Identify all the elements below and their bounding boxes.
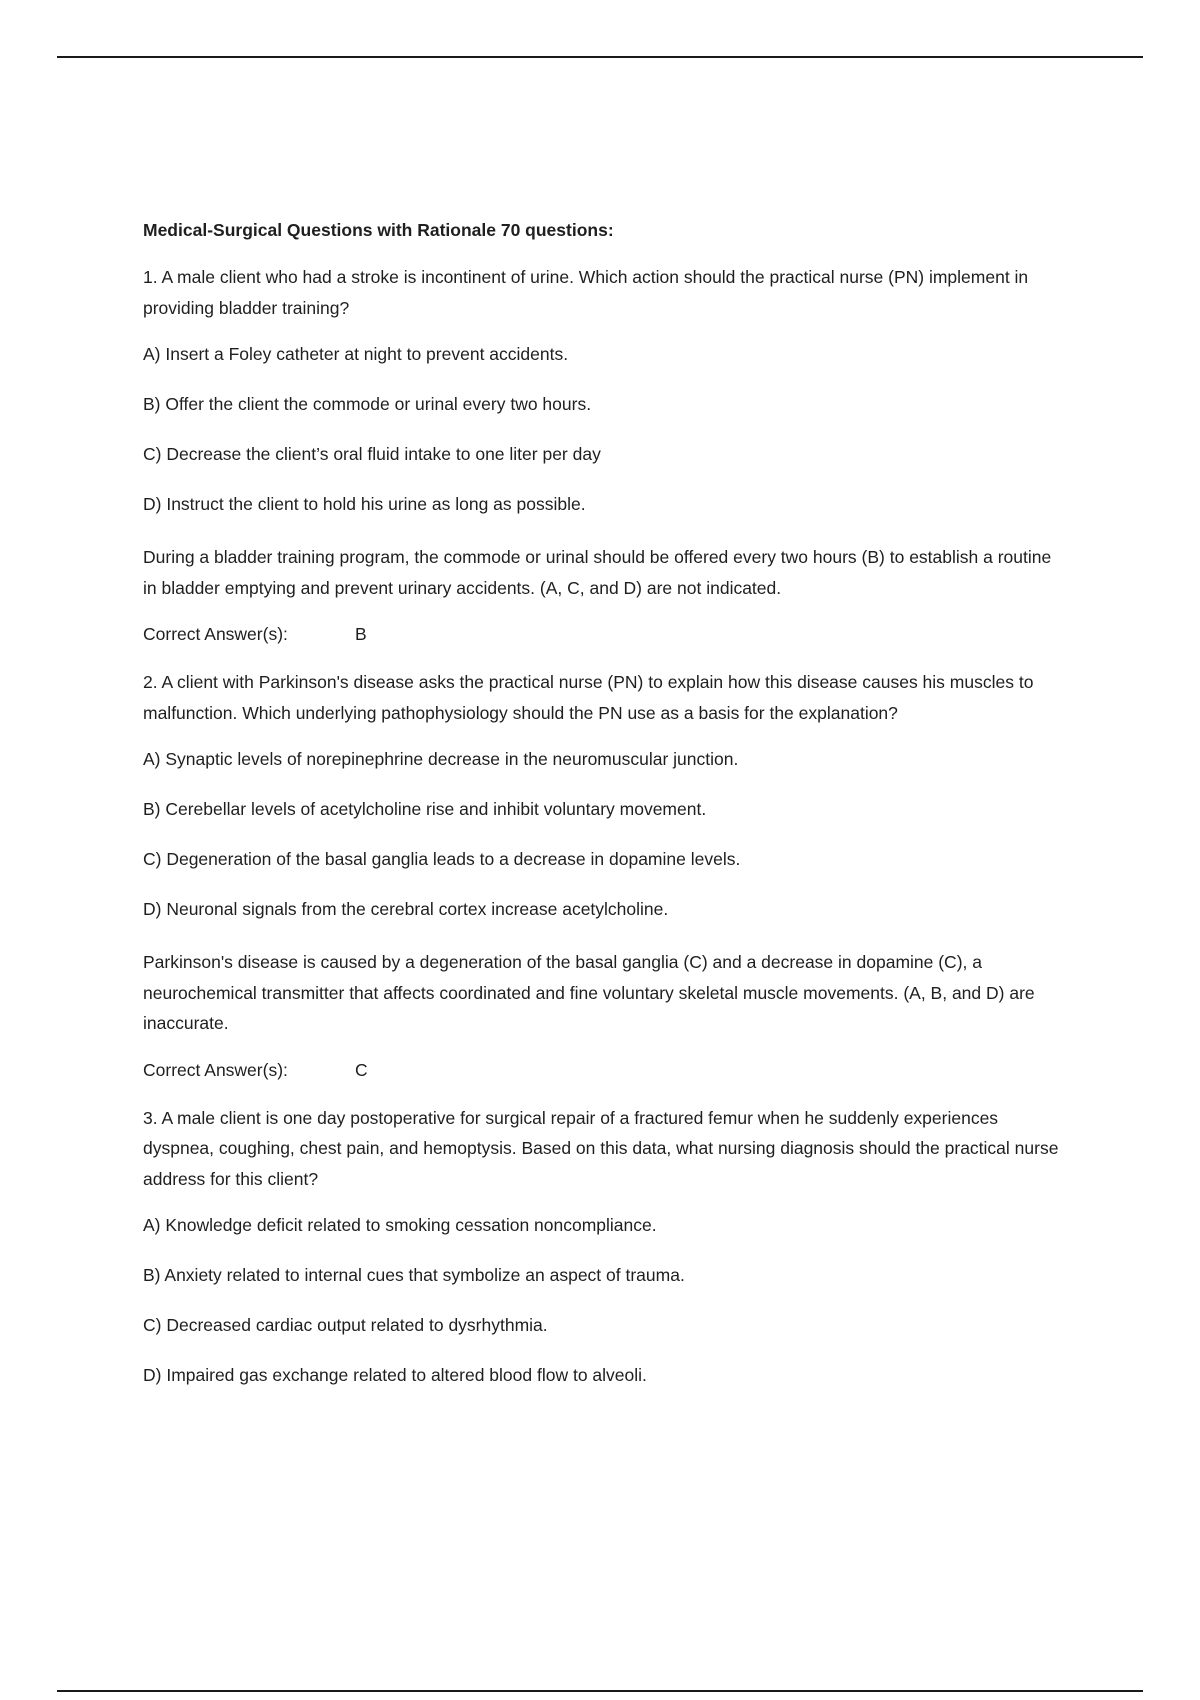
rationale: Parkinson's disease is caused by a degeneration of the basal ganglia (C) and a decrease in dopamine (C), a neurochemical transmitter that affects coordinated and fine voluntary skeletal muscle movements. (A, B, and D) are inaccurate. — [143, 952, 1035, 1033]
correct-answer-label: Correct Answer(s): — [143, 1059, 288, 1080]
option-b: B) Cerebellar levels of acetylcholine rise and inhibit voluntary movement. — [143, 799, 707, 819]
option-d: D) Impaired gas exchange related to altered blood flow to alveoli. — [143, 1365, 647, 1385]
option-a: A) Knowledge deficit related to smoking cessation noncompliance. — [143, 1215, 657, 1235]
option-a: A) Insert a Foley catheter at night to prevent accidents. — [143, 344, 569, 364]
document-title: Medical-Surgical Questions with Rationale 70 questions: — [143, 220, 614, 240]
option-d: D) Instruct the client to hold his urine as long as possible. — [143, 494, 586, 514]
rationale: During a bladder training program, the commode or urinal should be offered every two hours (B) to establish a routine in bladder emptying and prevent urinary accidents. (A, C, and D) are not indicated. — [143, 547, 1052, 598]
option-c: C) Decrease the client’s oral fluid intake to one liter per day — [143, 444, 601, 464]
correct-answer-row — [143, 622, 1063, 646]
correct-answer-value: C — [355, 1059, 368, 1080]
option-b: B) Anxiety related to internal cues that symbolize an aspect of trauma. — [143, 1265, 685, 1285]
option-d: D) Neuronal signals from the cerebral cortex increase acetylcholine. — [143, 899, 669, 919]
question-text: 2. A client with Parkinson's disease asks the practical nurse (PN) to explain how this disease causes his muscles to malfunction. Which underlying pathophysiology should the PN use as a basis for the explanation? — [143, 672, 1034, 723]
document-body — [143, 218, 1063, 1413]
question-2 — [143, 667, 1063, 1082]
option-a: A) Synaptic levels of norepinephrine decrease in the neuromuscular junction. — [143, 749, 739, 769]
option-c: C) Decreased cardiac output related to dysrhythmia. — [143, 1315, 548, 1335]
top-rule — [57, 56, 1143, 58]
option-b: B) Offer the client the commode or urinal every two hours. — [143, 394, 592, 414]
bottom-rule — [57, 1690, 1143, 1692]
question-1 — [143, 262, 1063, 646]
correct-answer-row — [143, 1058, 1063, 1082]
question-3 — [143, 1103, 1063, 1388]
correct-answer-value: B — [355, 624, 367, 644]
option-c: C) Degeneration of the basal ganglia leads to a decrease in dopamine levels. — [143, 849, 741, 869]
correct-answer-label: Correct Answer(s): — [143, 624, 288, 644]
question-text: 3. A male client is one day postoperative for surgical repair of a fractured femur when he suddenly experiences dyspnea, coughing, chest pain, and hemoptysis. Based on this data, what nursing diagnosis should the practical nurse address for this client? — [143, 1107, 1059, 1189]
question-text: 1. A male client who had a stroke is incontinent of urine. Which action should the practical nurse (PN) implement in providing bladder training? — [143, 267, 1029, 318]
